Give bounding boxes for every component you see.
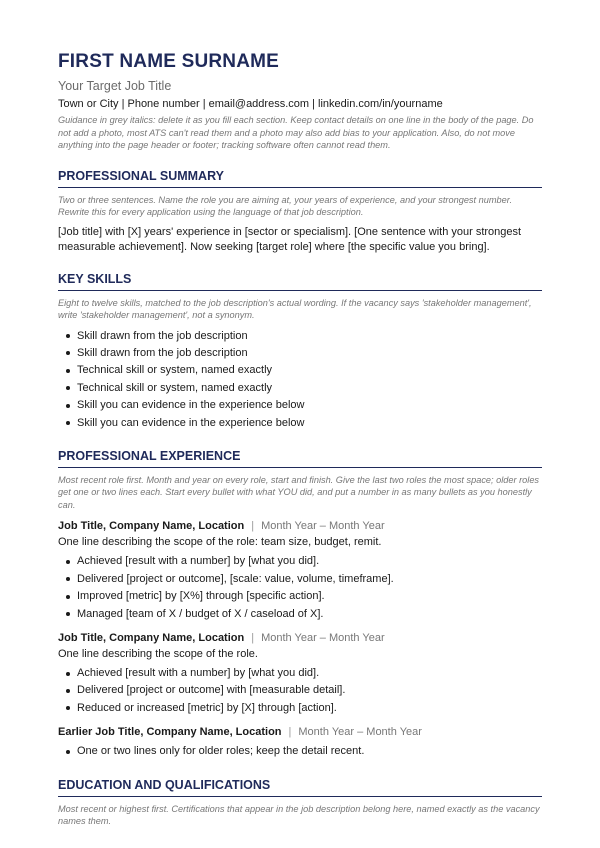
- job-dates: Month Year – Month Year: [298, 726, 422, 739]
- skills-heading: KEY SKILLS: [58, 271, 542, 291]
- education-section: [58, 777, 542, 828]
- experience-guidance: Most recent role first. Month and year on every role, start and finish. Give the last two roles the most space; older roles get one or two lines each. Start every bullet with what YOU did, and put a number in as many bullets as you honestly can.: [58, 474, 540, 510]
- job-scope: One line describing the scope of the role: team size, budget, remit.: [58, 536, 382, 549]
- skill-item: Skill you can evidence in the experience below: [66, 415, 542, 432]
- job-header: [58, 631, 542, 646]
- skill-item: Skill drawn from the job description: [66, 345, 542, 362]
- summary-text: [Job title] with [X] years' experience in [sector or specialism]. [One sentence with your strongest measurable achievement]. Now seeking [target role] where [the specific value you bring].: [58, 225, 522, 253]
- summary-heading: PROFESSIONAL SUMMARY: [58, 168, 542, 188]
- contact-line: Town or City | Phone number | email@address.com | linkedin.com/in/yourname: [58, 98, 443, 110]
- target-job-title: Your Target Job Title: [58, 79, 172, 93]
- skills-list: [58, 328, 542, 432]
- job-title: Job Title, Company Name, Location: [58, 520, 245, 533]
- job-bullets: [58, 665, 542, 717]
- job-bullet: Reduced or increased [metric] by [X] through [action].: [66, 700, 542, 717]
- skills-guidance: Eight to twelve skills, matched to the job description's actual wording. If the vacancy says 'stakeholder management', write 'stakeholder management', not a synonym.: [58, 297, 532, 320]
- job-bullet: One or two lines only for older roles; keep the detail recent.: [66, 743, 542, 760]
- job-entry: [58, 725, 542, 760]
- job-bullet: Achieved [result with a number] by [what you did].: [66, 665, 542, 682]
- job-bullets: [58, 743, 542, 760]
- skill-item: Technical skill or system, named exactly: [66, 380, 542, 397]
- job-dates: Month Year – Month Year: [261, 632, 385, 645]
- resume-header: [58, 50, 542, 152]
- job-title: Earlier Job Title, Company Name, Location: [58, 726, 282, 739]
- experience-heading: PROFESSIONAL EXPERIENCE: [58, 448, 542, 468]
- skill-item: Technical skill or system, named exactly: [66, 362, 542, 379]
- job-bullet: Improved [metric] by [X%] through [specific action].: [66, 588, 542, 605]
- education-guidance: Most recent or highest first. Certifications that appear in the job description belong here, named exactly as the vacancy names them.: [58, 803, 540, 827]
- job-separator: |: [251, 520, 255, 533]
- job-bullet: Delivered [project or outcome], [scale: value, volume, timeframe].: [66, 571, 542, 588]
- job-entry: [58, 631, 542, 717]
- job-separator: |: [288, 726, 292, 739]
- job-bullets: [58, 553, 542, 623]
- job-bullet: Achieved [result with a number] by [what you did].: [66, 553, 542, 570]
- skill-item: Skill drawn from the job description: [66, 328, 542, 345]
- job-dates: Month Year – Month Year: [261, 520, 385, 533]
- skills-section: [58, 271, 542, 432]
- skill-item: Skill you can evidence in the experience below: [66, 397, 542, 414]
- header-guidance: Guidance in grey italics: delete it as you fill each section. Keep contact details on one line in the body of the page. Do not add a photo, most ATS can't read them and a photo may also add bias to your application. Also, do not move anything into the page header or footer; tracking software often cannot read them.: [58, 115, 534, 150]
- job-separator: |: [251, 632, 255, 645]
- summary-section: [58, 168, 542, 255]
- job-title: Job Title, Company Name, Location: [58, 632, 245, 645]
- job-header: [58, 725, 542, 740]
- job-entry: [58, 519, 542, 623]
- job-bullet: Delivered [project or outcome] with [measurable detail].: [66, 682, 542, 699]
- candidate-name: FIRST NAME SURNAME: [58, 51, 280, 72]
- summary-guidance: Two or three sentences. Name the role you are aiming at, your years of experience, and your strongest number. Rewrite this for every application using the language of that job description.: [58, 194, 512, 217]
- job-bullet: Managed [team of X / budget of X / caseload of X].: [66, 606, 542, 623]
- experience-section: [58, 448, 542, 761]
- education-heading: EDUCATION AND QUALIFICATIONS: [58, 777, 542, 797]
- job-header: [58, 519, 542, 534]
- job-scope: One line describing the scope of the role.: [58, 648, 258, 661]
